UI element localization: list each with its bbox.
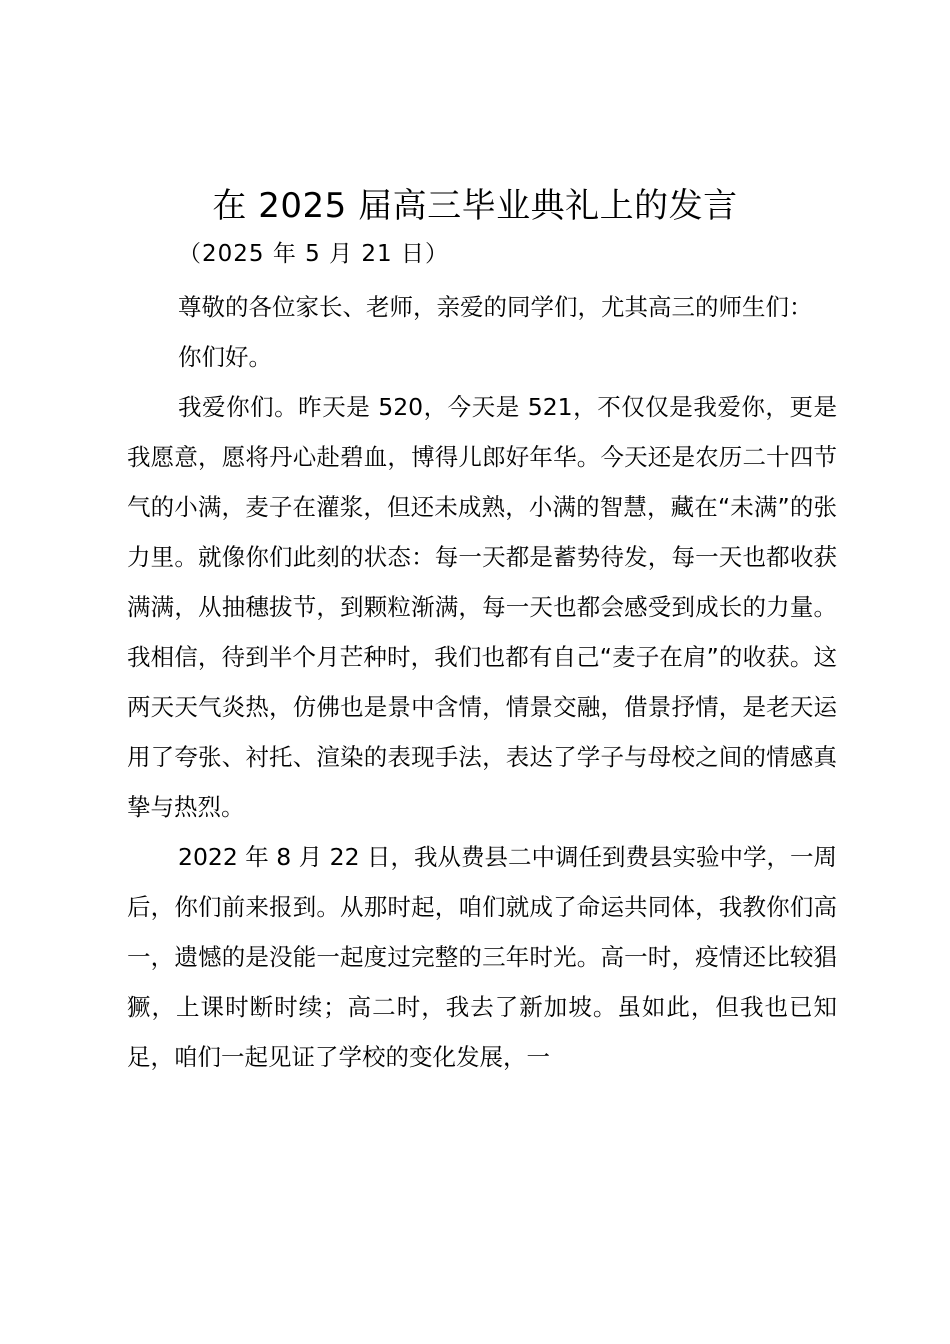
document-date: （2025 年 5 月 21 日） (178, 241, 449, 267)
paragraph-history: 2022 年 8 月 22 日，我从费县二中调任到费县实验中学，一周后，你们前来报到。从那时起，咱们就成了命运共同体，我教你们高一，遗憾的是没能一起度过完整的三年时光。高一时，疫情还比较猖獗，上课时断时续；高二时，我去了新加坡。虽如此，但我也已知足，咱们一起见证了学校的变化发展，一 (127, 843, 838, 1071)
document-title: 在 2025 届高三毕业典礼上的发言 (212, 186, 738, 226)
document-body (127, 282, 837, 1082)
paragraph-hello: 你们好。 (178, 343, 272, 371)
paragraph-greeting: 尊敬的各位家长、老师，亲爱的同学们，尤其高三的师生们： (178, 293, 813, 321)
paragraph-love: 我爱你们。昨天是 520，今天是 521，不仅仅是我爱你，更是我愿意，愿将丹心赴碧血，博得儿郎好年华。今天还是农历二十四节气的小满，麦子在灌浆，但还未成熟，小满的智慧，藏在“未满”的张力里。就像你们此刻的状态：每一天都是蓄势待发，每一天也都收获满满，从抽穗拔节，到颗粒渐满，每一天也都会感受到成长的力量。我相信，待到半个月芒种时，我们也都有自己“麦子在肩”的收获。这两天天气炎热，仿佛也是景中含情，情景交融，借景抒情，是老天运用了夸张、衬托、渲染的表现手法，表达了学子与母校之间的情感真挚与热烈。 (127, 393, 837, 821)
